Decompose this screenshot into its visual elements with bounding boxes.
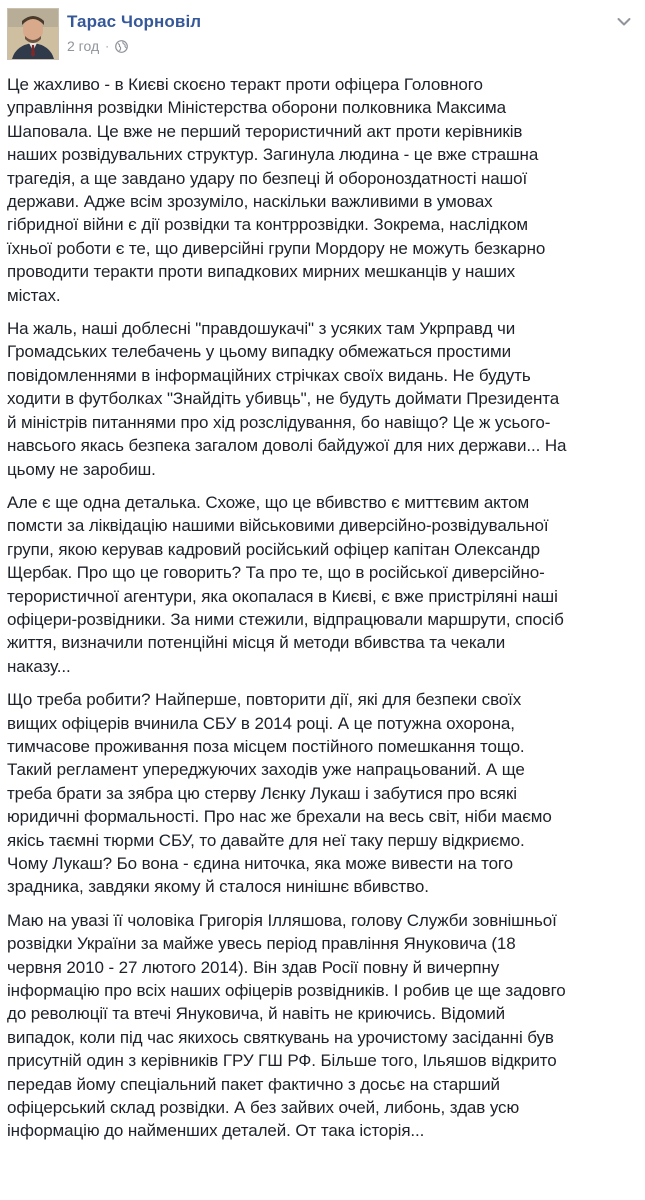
avatar[interactable] <box>7 8 59 60</box>
post-body <box>7 73 639 1153</box>
chevron-down-icon[interactable] <box>617 14 631 24</box>
author-name[interactable]: Тарас Чорновіл <box>67 12 202 31</box>
post-meta <box>67 38 128 54</box>
meta-separator: · <box>105 39 110 53</box>
post-paragraph: На жаль, наші доблесні "правдошукачі" з усяких там Укрправд чи Громадських телебачень у цьому випадку обмежаться простими повідомленнями в інформаційних стрічках своїх видань. Не будуть ходити в футболках "Знайдіть убивць", не будуть доймати Президента й міністрів питаннями про хід розслідування, бо навіщо? Це ж усього- навсього якась безпека загалом доволі байдужої для них держави... На цьому не заробиш. <box>7 319 567 479</box>
avatar-image <box>8 9 58 59</box>
post-paragraph: Це жахливо - в Києві скоєно теракт проти офіцера Головного управління розвідки Міністерства оборони полковника Максима Шаповала. Це вже не перший терористичний акт проти керівників наших розвідувальних структур. Загинула людина - це вже страшна трагедія, а ще завдано удару по безпеці й обороноздатності нашої держави. Адже всім зрозуміло, наскільки важливими в умовах гібридної війни є дії розвідки та контррозвідки. Зокрема, наслідком їхньої роботи є те, що диверсійні групи Мордору не можуть безкарно проводити теракти проти випадкових мирних мешканців у наших містах. <box>7 75 546 305</box>
globe-icon[interactable] <box>115 40 128 53</box>
post-paragraph: Але є ще одна деталька. Схоже, що це вбивство є миттєвим актом помсти за ліквідацію нашими військовими диверсійно-розвідувальної групи, якою керував кадровий російський офіцер капітан Олександр Щербак. Про що це говорить? Та про те, що в російської диверсійно- терористичної агентури, яка окопалася в Києві, є вже пристріляні наші офіцери-розвідники. За ними стежили, відпрацювали маршрути, спосіб життя, визначили потенційні місця й методи вбивства та чекали наказу... <box>7 492 564 676</box>
post-paragraph: Що треба робити? Найперше, повторити дії, які для безпеки своїх вищих офіцерів вчинила СБУ в 2014 році. А це потужна охорона, тимчасове проживання поза місцем постійного помешкання тощо. Такий регламент упереджуючих заходів уже напрацьований. А ще треба брати за зябра цю стерву Лєнку Лукаш і забутися про всякі юридичні формальності. Про нас же брехали на весь світ, ніби маємо якісь таємні тюрми СБУ, то давайте для неї таку першу відкриємо. Чому Лукаш? Бо вона - єдина ниточка, яка може вивести на того зрадника, завдяки якому й сталося нинішнє вбивство. <box>7 690 552 897</box>
timestamp[interactable]: 2 год <box>67 38 100 54</box>
post-header <box>7 8 637 64</box>
post-paragraph: Маю на увазі її чоловіка Григорія Ілляшова, голову Служби зовнішньої розвідки України за майже увесь період правління Януковича (18 червня 2010 - 27 лютого 2014). Він здав Росії повну й вичерпну інформацію про всіх наших офіцерів розвідників. І робив це ще задовго до революції та втечі Януковича, й навіть не криючись. Відомий випадок, коли під час якихось святкувань на урочистому засіданні був присутній один з керівників ГРУ ГШ РФ. Більше того, Ільяшов відкрито передав йому спеціальний пакет фактично з досьє на старший офіцерський склад розвідки. А без зайвих очей, либонь, здав усю інформацію до найменших деталей. От така історія... <box>7 910 566 1141</box>
